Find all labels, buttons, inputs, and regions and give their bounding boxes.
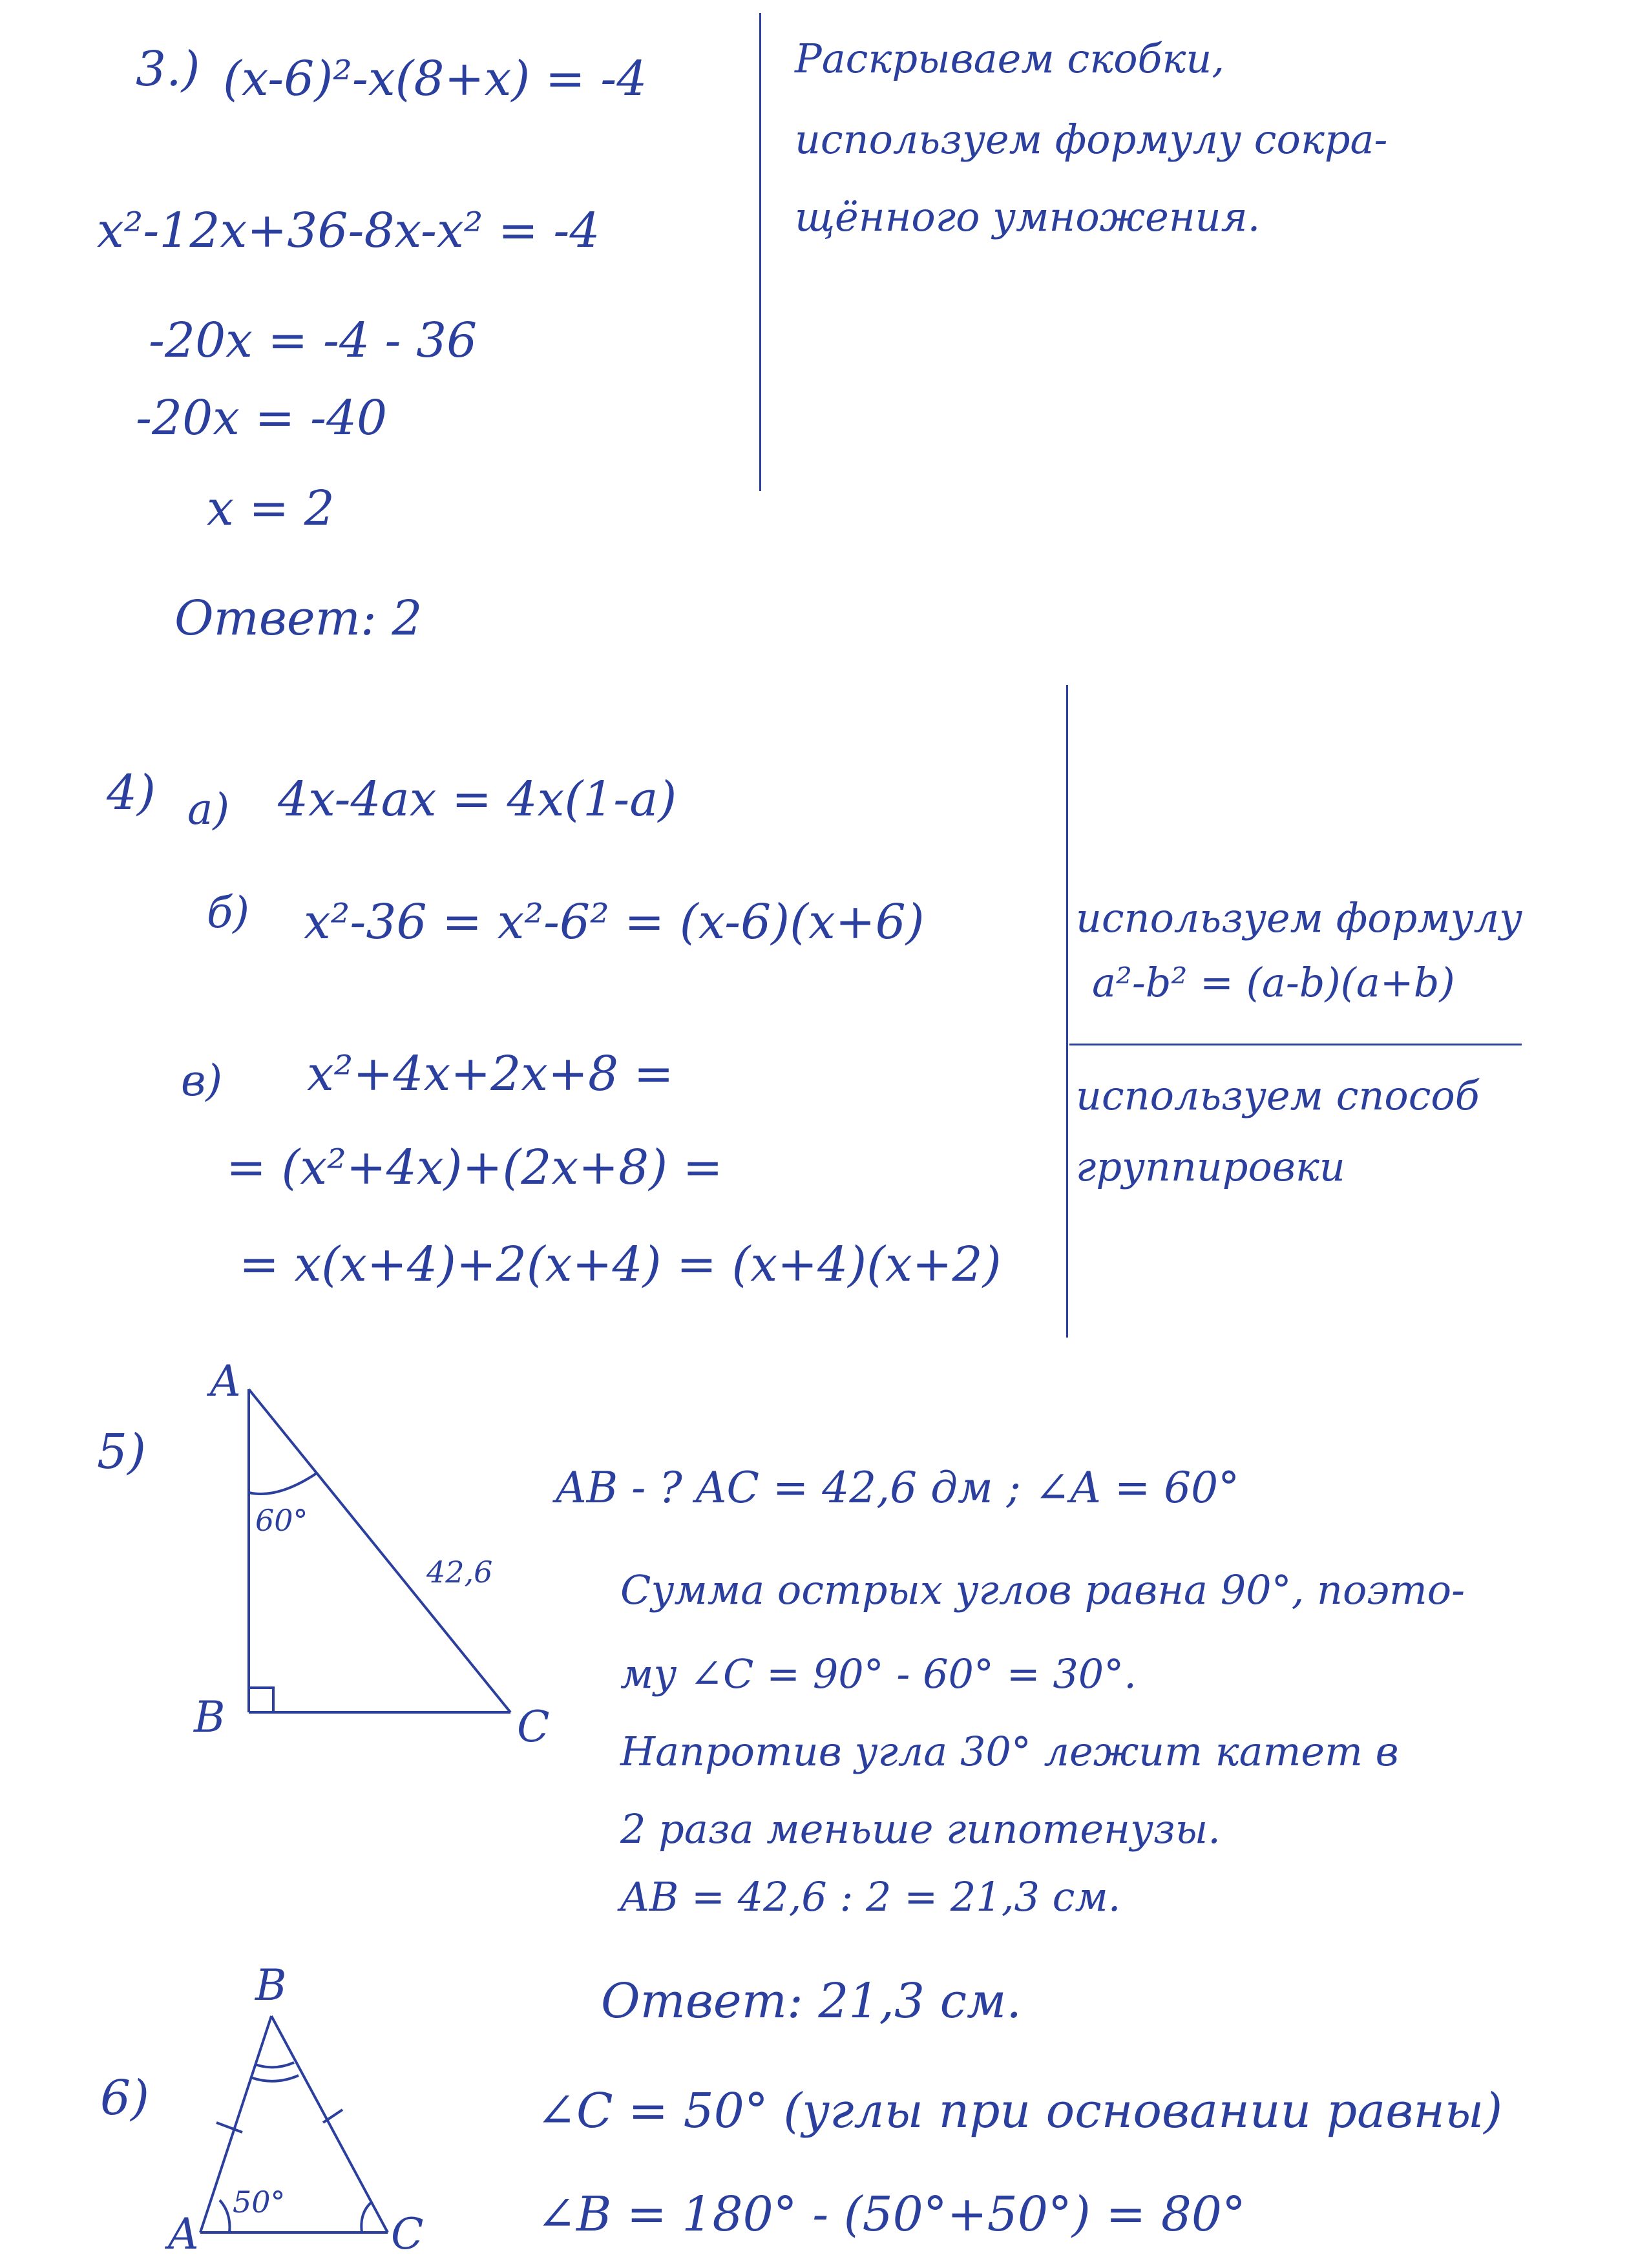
task3-step1: x²-12x+36-8x-x² = -4: [97, 203, 600, 258]
task5-label: 5): [97, 1424, 146, 1480]
task4-note-b2: a²-b² = (a-b)(a+b): [1092, 959, 1455, 1006]
task4-b-expression: x²-36 = x²-6² = (x-6)(x+6): [304, 894, 925, 950]
task6-vertex-c: C: [391, 2209, 424, 2259]
task5-vertex-c: C: [517, 1702, 550, 1752]
task5-answer: Ответ: 21,3 см.: [601, 1973, 1022, 2029]
task5-right-angle-mark: [249, 1688, 273, 1712]
task6-label: 6): [100, 2070, 149, 2126]
task3-label: 3.): [136, 41, 200, 97]
task4-note-b1: используем формулу: [1076, 894, 1523, 941]
task3-step4: x = 2: [207, 481, 335, 536]
task6-angle-a-arc: [220, 2200, 229, 2232]
task5-line3: Напротив угла 30° лежит катет в: [620, 1728, 1399, 1775]
task5-angle-a-arc: [249, 1473, 317, 1494]
task4-c-line1: x²+4x+2x+8 =: [307, 1046, 674, 1102]
task5-side-ac: [249, 1389, 510, 1712]
task6-vertex-a: A: [168, 2209, 199, 2259]
task5-line1: Сумма острых углов равна 90°, поэто-: [620, 1566, 1465, 1613]
task3-note-line3: щённого умножения.: [795, 193, 1261, 240]
task4-c-line3: = x(x+4)+2(x+4) = (x+4)(x+2): [239, 1237, 1002, 1292]
task5-line5: AB = 42,6 : 2 = 21,3 см.: [620, 1873, 1121, 1920]
task5-vertex-a: A: [210, 1356, 241, 1406]
task6-tick-bc: [323, 2110, 342, 2123]
task5-angle-label: 60°: [255, 1503, 308, 1538]
task4-c-label: в): [181, 1056, 223, 1106]
task5-given: AB - ? AC = 42,6 дм ; ∠A = 60°: [556, 1463, 1240, 1513]
task3-note-line1: Раскрываем скобки,: [795, 35, 1225, 82]
task4-label: 4): [107, 765, 156, 821]
task3-equation: (x-6)²-x(8+x) = -4: [223, 51, 647, 107]
task4-b-label: б): [207, 888, 250, 938]
task3-step3: -20x = -40: [136, 390, 388, 446]
task6-line1: ∠C = 50° (углы при основании равны): [536, 2083, 1503, 2139]
task6-vertex-b: B: [255, 1960, 287, 2010]
task6-tick-ab: [216, 2123, 242, 2132]
task3-step2: -20x = -4 - 36: [149, 313, 478, 368]
task4-a-expression: 4x-4ax = 4x(1-a): [278, 772, 677, 827]
task6-side-bc: [271, 2016, 388, 2232]
task4-note-separator: [1069, 1044, 1522, 1045]
task3-divider: [759, 13, 761, 491]
task6-line2: ∠B = 180° - (50°+50°) = 80°: [536, 2187, 1246, 2242]
task4-a-label: а): [187, 784, 230, 834]
task5-vertex-b: B: [194, 1692, 226, 1742]
task4-note-c1: используем способ: [1076, 1072, 1480, 1119]
task4-c-line2: = (x²+4x)+(2x+8) =: [226, 1140, 723, 1195]
task3-note-line2: используем формулу сокра-: [795, 116, 1388, 163]
task3-answer: Ответ: 2: [174, 591, 423, 646]
task6-angle-b-arc1: [255, 2063, 294, 2067]
task5-line4: 2 раза меньше гипотенузы.: [620, 1805, 1221, 1853]
task5-side-label: 42,6: [426, 1555, 493, 1590]
task4-note-c2: группировки: [1076, 1143, 1345, 1190]
task6-angle-label: 50°: [233, 2185, 286, 2220]
task6-angle-c-arc: [361, 2202, 372, 2232]
task5-line2: му ∠C = 90° - 60° = 30°.: [620, 1650, 1137, 1697]
task4-divider: [1066, 685, 1068, 1338]
task6-angle-b-arc2: [251, 2075, 299, 2081]
